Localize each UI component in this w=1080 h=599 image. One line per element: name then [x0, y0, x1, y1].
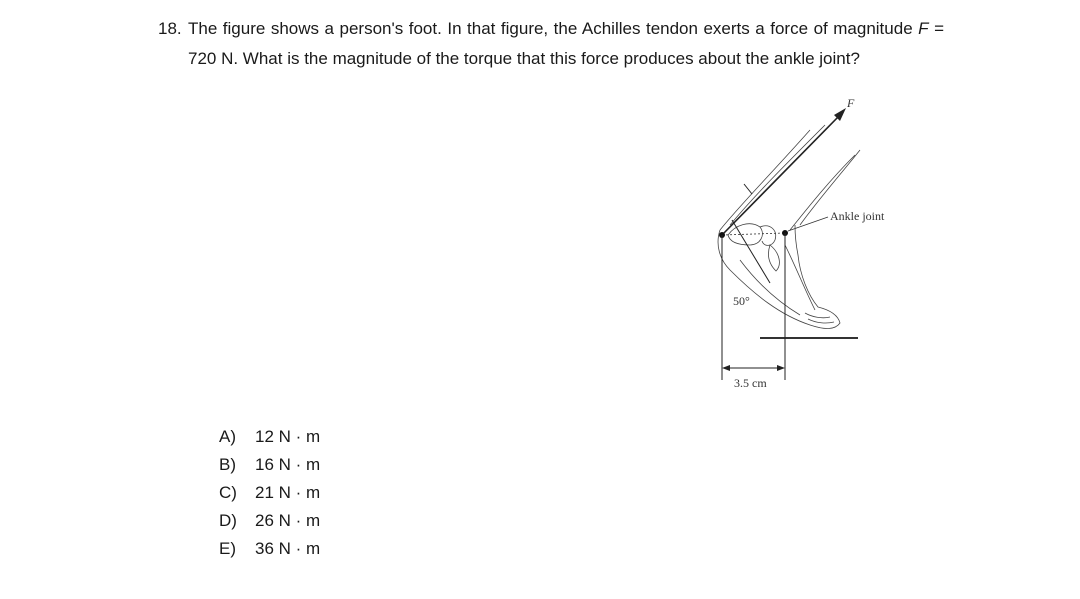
- question-text-part2: = 720 N. What is the magnitude of the torque that this force produces about the ankle joint?: [188, 19, 945, 68]
- angle-label: 50°: [733, 294, 750, 308]
- option-value: 16 N · m: [255, 455, 321, 474]
- force-symbol: F: [918, 19, 929, 38]
- question-text: [188, 14, 944, 74]
- option-letter: D): [219, 511, 237, 530]
- option-value: 26 N · m: [255, 511, 321, 530]
- option-a[interactable]: [219, 423, 320, 451]
- option-b[interactable]: [219, 451, 320, 479]
- foot-diagram-icon: [700, 95, 930, 400]
- option-value: 21 N · m: [255, 483, 321, 502]
- ankle-label: Ankle joint: [830, 209, 885, 223]
- option-e[interactable]: [219, 535, 320, 563]
- question-number: 18.: [158, 19, 182, 38]
- distance-label: 3.5 cm: [734, 376, 767, 390]
- option-value: 12 N · m: [255, 427, 321, 446]
- option-letter: B): [219, 455, 236, 474]
- option-c[interactable]: [219, 479, 320, 507]
- question-text-part1: The figure shows a person's foot. In that figure, the Achilles tendon exerts a force of magnitude: [188, 19, 919, 38]
- option-letter: A): [219, 427, 236, 446]
- option-letter: E): [219, 539, 236, 558]
- answer-options: [219, 423, 320, 563]
- foot-figure: [700, 95, 930, 400]
- option-value: 36 N · m: [255, 539, 321, 558]
- force-label: F: [847, 96, 855, 110]
- option-d[interactable]: [219, 507, 320, 535]
- option-letter: C): [219, 483, 237, 502]
